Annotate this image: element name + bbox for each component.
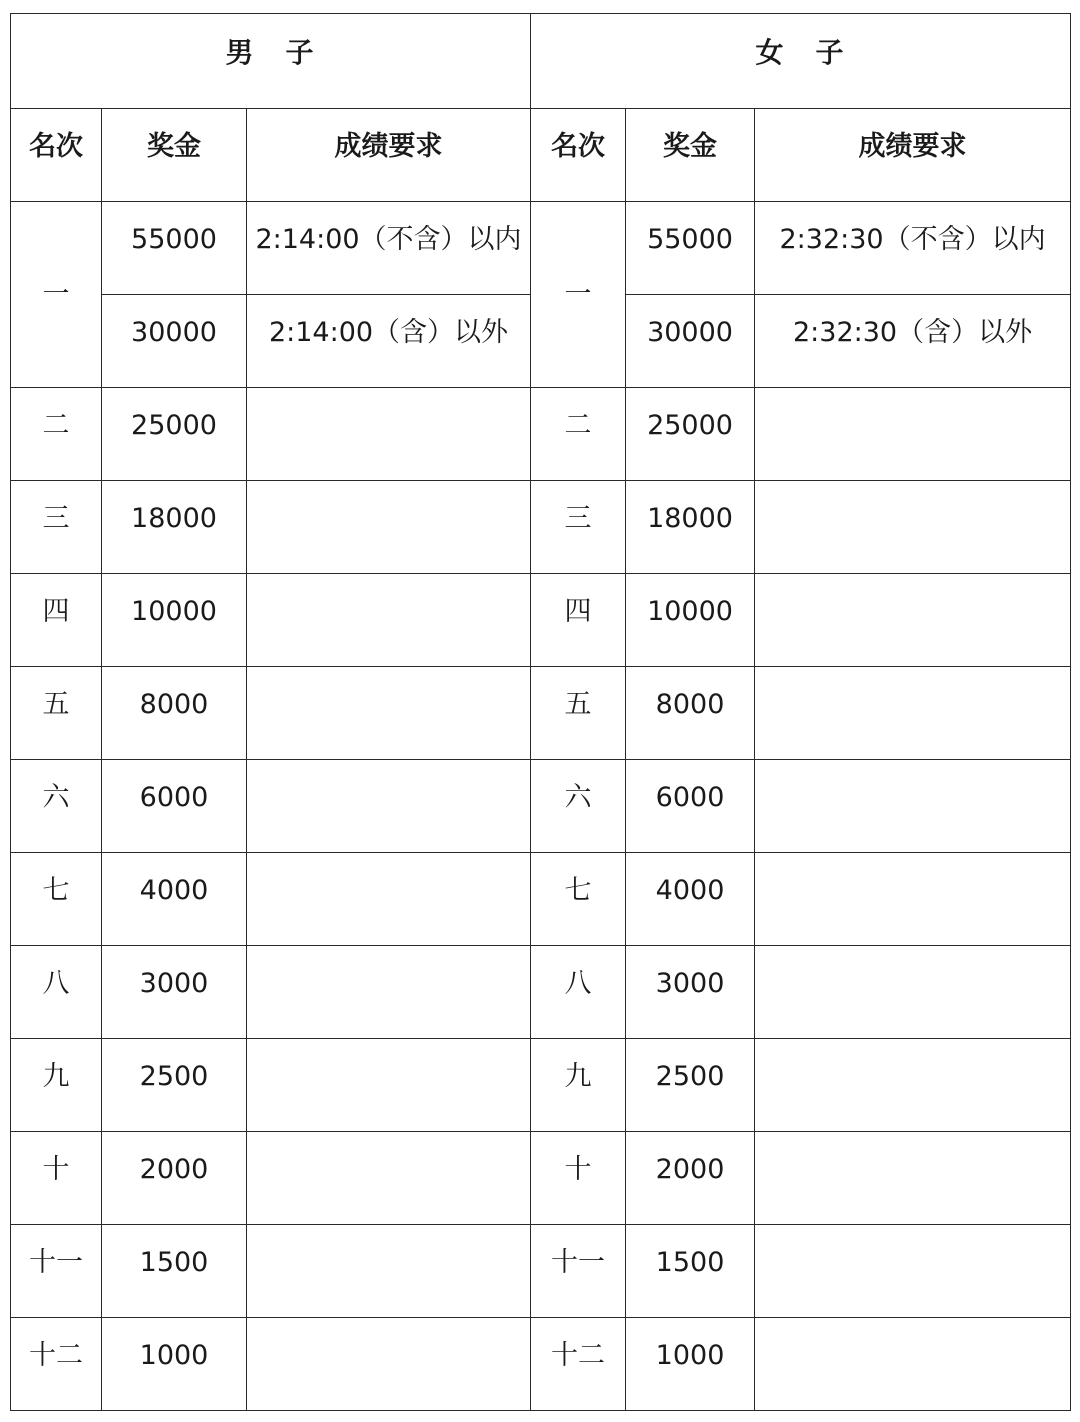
men-prize-cell-text: 25000 (131, 410, 217, 441)
men-rank-cell-text: 九 (42, 1061, 70, 1092)
women-prize-cell-text: 3000 (655, 968, 725, 999)
men-rank-cell (11, 946, 102, 1039)
men-first-prize-b: 30000 (102, 295, 247, 388)
table-row (11, 1132, 1071, 1225)
women-prize-cell (626, 1225, 755, 1318)
men-rank-cell-text: 六 (42, 782, 70, 813)
men-requirement-cell-text (247, 388, 530, 412)
men-prize-cell-text: 1000 (139, 1340, 209, 1371)
women-prize-cell-text: 10000 (647, 596, 733, 627)
table-row (11, 667, 1071, 760)
women-prize-cell (626, 853, 755, 946)
gender-title-row (11, 14, 1071, 109)
men-rank-cell (11, 1225, 102, 1318)
women-first-requirement-b: 2:32:30（含）以外 (755, 295, 1071, 388)
women-rank-cell (531, 667, 626, 760)
men-prize-cell-text: 10000 (131, 596, 217, 627)
men-first-requirement-b: 2:14:00（含）以外 (247, 295, 531, 388)
men-prize-cell (102, 853, 247, 946)
table-row (11, 388, 1071, 481)
men-prize-cell-text: 4000 (139, 875, 209, 906)
men-title-cell (11, 14, 531, 109)
men-prize-cell (102, 667, 247, 760)
men-requirement-cell (247, 760, 531, 853)
men-requirement-cell (247, 481, 531, 574)
men-prize-cell (102, 481, 247, 574)
men-prize-cell (102, 1132, 247, 1225)
women-requirement-cell (755, 1039, 1071, 1132)
women-prize-cell (626, 1132, 755, 1225)
women-first-prize-a: 55000 (626, 202, 755, 295)
women-requirement-cell (755, 481, 1071, 574)
men-rank-cell (11, 574, 102, 667)
women-first-prize-b: 30000 (626, 295, 755, 388)
women-rank-cell-text: 十二 (551, 1340, 606, 1371)
men-rank-cell-text: 四 (42, 596, 70, 627)
women-requirement-cell-text (755, 760, 1070, 784)
women-requirement-cell-text (755, 1318, 1070, 1342)
men-prize-cell-text: 18000 (131, 503, 217, 534)
men-first-rank-cell: 一 (11, 202, 102, 388)
women-requirement-cell (755, 388, 1071, 481)
women-prize-cell (626, 760, 755, 853)
women-first-rank-cell: 一 (531, 202, 626, 388)
men-first-requirement-a: 2:14:00（不含）以内 (247, 202, 531, 295)
women-requirement-cell (755, 1225, 1071, 1318)
men-rank-cell (11, 388, 102, 481)
women-first-requirement-a: 2:32:30（不含）以内 (755, 202, 1071, 295)
women-requirement-cell (755, 760, 1071, 853)
men-requirement-cell (247, 1318, 531, 1411)
women-rank-cell (531, 1318, 626, 1411)
first-place-row-a (11, 202, 1071, 295)
men-prize-cell-text: 1500 (139, 1247, 209, 1278)
men-requirement-cell-text (247, 1039, 530, 1063)
men-rank-cell-text: 七 (42, 875, 70, 906)
men-requirement-cell (247, 946, 531, 1039)
women-rank-cell (531, 1225, 626, 1318)
women-prize-cell-text: 1000 (655, 1340, 725, 1371)
men-prize-cell-text: 2500 (139, 1061, 209, 1092)
women-rank-cell-text: 十一 (551, 1247, 606, 1278)
men-prize-cell-text: 6000 (139, 782, 209, 813)
prize-table-body (11, 14, 1071, 1411)
men-requirement-cell (247, 574, 531, 667)
men-requirement-cell (247, 388, 531, 481)
men-requirement-cell (247, 1039, 531, 1132)
women-rank-cell (531, 1039, 626, 1132)
women-rank-cell-text: 六 (564, 782, 592, 813)
women-rank-cell-text: 八 (564, 968, 592, 999)
women-requirement-cell (755, 574, 1071, 667)
women-prize-cell (626, 667, 755, 760)
table-row (11, 946, 1071, 1039)
men-prize-cell (102, 1039, 247, 1132)
women-rank-cell-text: 三 (564, 503, 592, 534)
women-prize-cell-text: 18000 (647, 503, 733, 534)
men-requirement-cell-text (247, 574, 530, 598)
women-prize-header: 奖金 (626, 109, 755, 202)
column-header-row (11, 109, 1071, 202)
women-requirement-cell (755, 667, 1071, 760)
men-requirement-cell-text (247, 1318, 530, 1342)
men-prize-cell (102, 388, 247, 481)
women-prize-cell (626, 1318, 755, 1411)
men-rank-cell-text: 八 (42, 968, 70, 999)
table-row (11, 760, 1071, 853)
women-rank-cell-text: 二 (564, 410, 592, 441)
women-prize-cell-text: 25000 (647, 410, 733, 441)
men-rank-cell (11, 853, 102, 946)
women-rank-cell-text: 十 (564, 1154, 592, 1185)
women-prize-cell-text: 8000 (655, 689, 725, 720)
women-rank-cell (531, 574, 626, 667)
prize-table (10, 13, 1071, 1411)
women-rank-cell-text: 七 (564, 875, 592, 906)
men-rank-cell-text: 五 (42, 689, 70, 720)
men-requirement-header: 成绩要求 (247, 109, 531, 202)
women-rank-cell (531, 388, 626, 481)
men-rank-cell-text: 十二 (29, 1340, 83, 1371)
women-title-cell (531, 14, 1071, 109)
men-prize-cell-text: 8000 (139, 689, 209, 720)
women-rank-cell (531, 760, 626, 853)
women-prize-cell (626, 1039, 755, 1132)
table-row (11, 1039, 1071, 1132)
men-rank-cell (11, 760, 102, 853)
women-prize-cell (626, 946, 755, 1039)
women-requirement-cell-text (755, 481, 1070, 505)
women-requirement-cell-text (755, 1225, 1070, 1249)
men-rank-cell (11, 1132, 102, 1225)
men-requirement-cell-text (247, 1132, 530, 1156)
men-requirement-cell-text (247, 760, 530, 784)
men-title: 男 子 (225, 36, 316, 69)
women-prize-cell (626, 574, 755, 667)
men-prize-cell (102, 760, 247, 853)
women-rank-cell (531, 946, 626, 1039)
table-row (11, 853, 1071, 946)
men-requirement-cell-text (247, 946, 530, 970)
men-prize-cell-text: 2000 (139, 1154, 209, 1185)
women-rank-cell-text: 四 (564, 596, 592, 627)
men-requirement-cell (247, 853, 531, 946)
women-requirement-cell-text (755, 853, 1070, 877)
men-rank-cell (11, 481, 102, 574)
women-prize-cell-text: 2000 (655, 1154, 725, 1185)
men-prize-cell-text: 3000 (139, 968, 209, 999)
men-rank-header: 名次 (11, 109, 102, 202)
men-prize-cell (102, 574, 247, 667)
women-rank-cell-text: 五 (564, 689, 592, 720)
table-row (11, 1225, 1071, 1318)
women-requirement-cell-text (755, 574, 1070, 598)
women-prize-cell-text: 4000 (655, 875, 725, 906)
men-requirement-cell-text (247, 481, 530, 505)
men-requirement-cell-text (247, 667, 530, 691)
women-requirement-cell-text (755, 946, 1070, 970)
men-requirement-cell (247, 1225, 531, 1318)
women-rank-cell-text: 九 (564, 1061, 592, 1092)
women-requirement-cell-text (755, 667, 1070, 691)
men-requirement-cell (247, 667, 531, 760)
men-rank-cell-text: 十一 (29, 1247, 83, 1278)
men-rank-cell-text: 二 (42, 410, 70, 441)
table-row (11, 481, 1071, 574)
women-requirement-cell-text (755, 1132, 1070, 1156)
men-prize-cell (102, 946, 247, 1039)
table-row (11, 574, 1071, 667)
men-prize-cell (102, 1318, 247, 1411)
women-rank-cell (531, 1132, 626, 1225)
women-requirement-cell-text (755, 388, 1070, 412)
men-prize-header: 奖金 (102, 109, 247, 202)
women-prize-cell-text: 1500 (655, 1247, 725, 1278)
women-prize-cell (626, 388, 755, 481)
men-requirement-cell-text (247, 853, 530, 877)
women-requirement-cell (755, 853, 1071, 946)
women-requirement-header: 成绩要求 (755, 109, 1071, 202)
men-rank-cell (11, 1318, 102, 1411)
men-first-prize-a: 55000 (102, 202, 247, 295)
women-requirement-cell (755, 1318, 1071, 1411)
women-rank-cell (531, 853, 626, 946)
women-rank-header: 名次 (531, 109, 626, 202)
women-title: 女 子 (755, 36, 846, 69)
women-prize-cell (626, 481, 755, 574)
men-prize-cell (102, 1225, 247, 1318)
women-requirement-cell-text (755, 1039, 1070, 1063)
men-rank-cell (11, 667, 102, 760)
women-prize-cell-text: 2500 (655, 1061, 725, 1092)
women-requirement-cell (755, 1132, 1071, 1225)
men-rank-cell (11, 1039, 102, 1132)
women-rank-cell (531, 481, 626, 574)
women-prize-cell-text: 6000 (655, 782, 725, 813)
table-row (11, 1318, 1071, 1411)
men-requirement-cell (247, 1132, 531, 1225)
men-rank-cell-text: 十 (42, 1154, 70, 1185)
men-rank-cell-text: 三 (42, 503, 70, 534)
women-requirement-cell (755, 946, 1071, 1039)
men-requirement-cell-text (247, 1225, 530, 1249)
